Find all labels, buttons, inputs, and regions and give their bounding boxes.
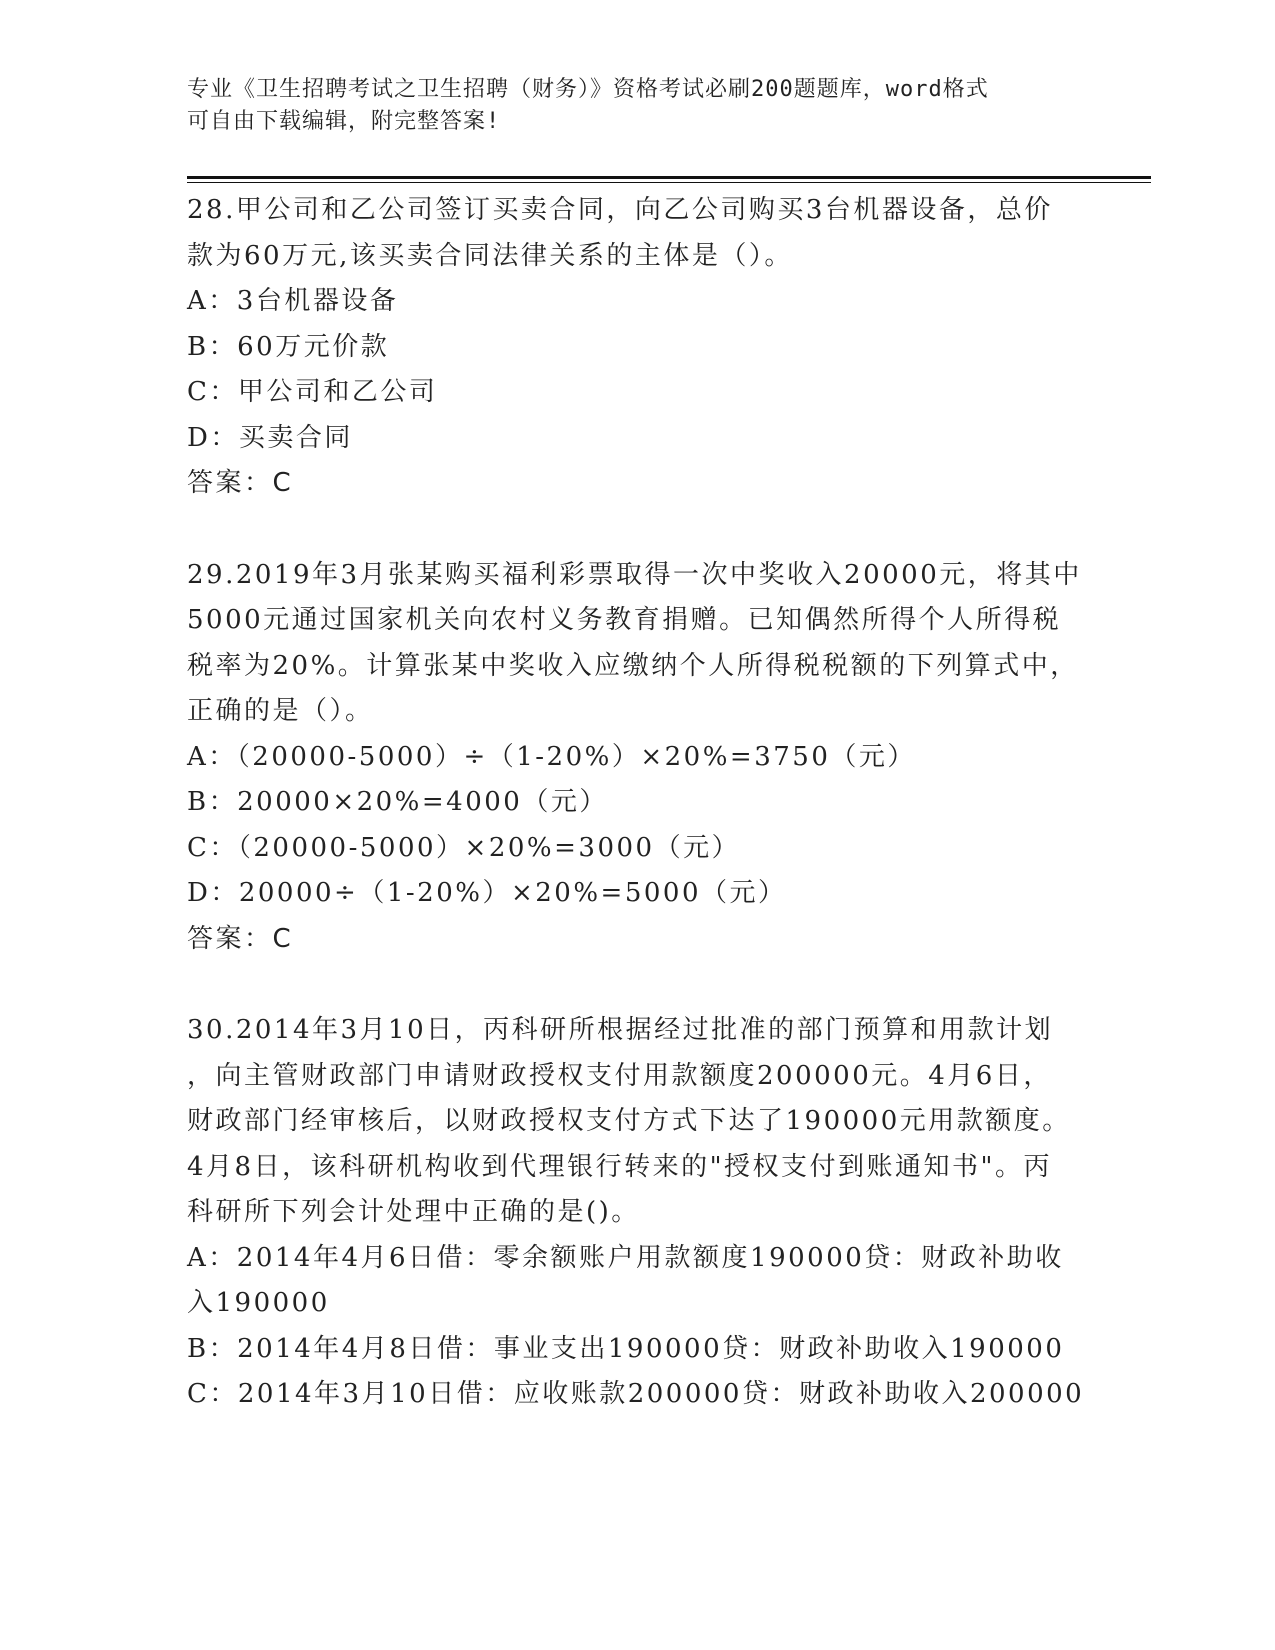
header-divider-thick <box>187 176 1151 179</box>
option-a: A：2014年4月6日借：零余额账户用款额度190000贷：财政补助收 <box>187 1242 1064 1273</box>
option-list <box>187 1236 1087 1418</box>
option-list <box>187 279 1087 461</box>
stem-line: 正确的是（）。 <box>187 696 374 726</box>
answer-line: 答案：C <box>187 468 294 498</box>
option-b: B：2014年4月8日借：事业支出190000贷：财政补助收入190000 <box>187 1333 1065 1364</box>
question-spacer <box>187 507 1087 553</box>
question-30 <box>187 1008 1087 1418</box>
question-28 <box>187 188 1087 507</box>
question-stem <box>187 1008 1087 1236</box>
option-c: C：（20000-5000）×20%=3000（元） <box>187 832 741 863</box>
stem-line: 款为60万元,该买卖合同法律关系的主体是（）。 <box>187 240 793 271</box>
option-c: C：2014年3月10日借：应收账款200000贷：财政补助收入200000 <box>187 1379 1085 1409</box>
question-29 <box>187 553 1087 963</box>
document-header <box>187 74 1067 138</box>
stem-line: ，向主管财政部门申请财政授权支付用款额度200000元。4月6日， <box>187 1060 1052 1091</box>
header-line-2: 可自由下载编辑，附完整答案! <box>187 109 501 134</box>
option-a: A：（20000-5000）÷（1-20%）×20%=3750（元） <box>187 741 916 772</box>
stem-line: 财政部门经审核后，以财政授权支付方式下达了190000元用款额度。 <box>187 1106 1071 1136</box>
stem-line: 30.2014年3月10日，丙科研所根据经过批准的部门预算和用款计划 <box>187 1015 1054 1045</box>
answer-line: 答案：C <box>187 923 294 954</box>
header-line-1: 专业《卫生招聘考试之卫生招聘（财务）》资格考试必刷200题题库，word格式 <box>187 77 989 102</box>
option-list <box>187 735 1087 917</box>
stem-line: 科研所下列会计处理中正确的是()。 <box>187 1197 640 1227</box>
header-divider-thin <box>187 182 1151 183</box>
stem-line: 税率为20%。计算张某中奖收入应缴纳个人所得税税额的下列算式中， <box>187 650 1079 681</box>
option-b: B：20000×20%=4000（元） <box>187 787 608 817</box>
option-a: A：3台机器设备 <box>187 286 399 316</box>
option-d: D：20000÷（1-20%）×20%=5000（元） <box>187 878 787 908</box>
question-list <box>187 188 1087 1418</box>
stem-line: 4月8日，该科研机构收到代理银行转来的"授权支付到账通知书"。丙 <box>187 1151 1053 1182</box>
stem-line: 5000元通过国家机关向农村义务教育捐赠。已知偶然所得个人所得税 <box>187 605 1062 635</box>
question-spacer <box>187 962 1087 1008</box>
option-d: D：买卖合同 <box>187 422 353 453</box>
option-a-continued: 入190000 <box>187 1288 330 1318</box>
option-b: B：60万元价款 <box>187 331 390 362</box>
question-stem <box>187 553 1087 735</box>
question-stem <box>187 188 1087 279</box>
stem-line: 28.甲公司和乙公司签订买卖合同，向乙公司购买3台机器设备，总价 <box>187 195 1053 225</box>
stem-line: 29.2019年3月张某购买福利彩票取得一次中奖收入20000元，将其中 <box>187 559 1082 590</box>
option-c: C：甲公司和乙公司 <box>187 377 438 407</box>
